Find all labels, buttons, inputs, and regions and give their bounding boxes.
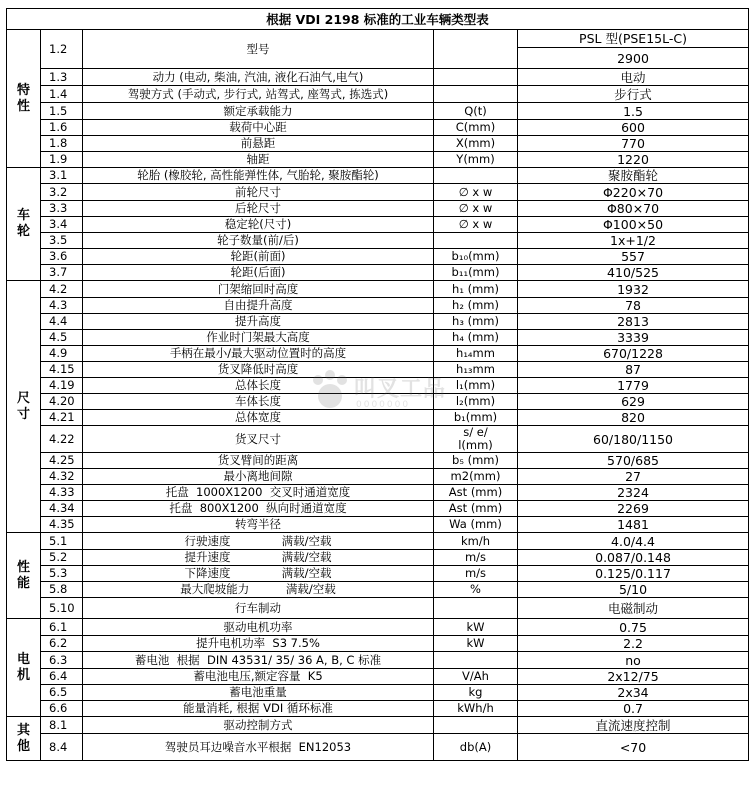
row-desc: 提升电机功率 S3 7.5% (83, 636, 434, 652)
row-unit: h₁₄mm (434, 346, 518, 362)
row-desc: 总体长度 (83, 378, 434, 394)
category-other (7, 717, 41, 761)
category-label: 电机 (16, 651, 30, 683)
row-unit: h₁ (mm) (434, 281, 518, 298)
row-desc: 最大爬坡能力 满载/空载 (83, 582, 434, 598)
spec-row (7, 86, 749, 103)
row-desc: 稳定轮(尺寸) (83, 217, 434, 233)
spec-row (7, 685, 749, 701)
row-unit: Y(mm) (434, 152, 518, 168)
row-desc: 驾驶员耳边噪音水平根据 EN12053 (83, 734, 434, 761)
row-unit: b₅ (mm) (434, 453, 518, 469)
row-number: 4.15 (41, 362, 83, 378)
spec-row (7, 501, 749, 517)
row-unit: km/h (434, 533, 518, 550)
row-number: 1.8 (41, 136, 83, 152)
row-value: 27 (518, 469, 749, 485)
row-number: 1.2 (41, 30, 83, 69)
row-value: 2x34 (518, 685, 749, 701)
row-value: 0.125/0.117 (518, 566, 749, 582)
row-unit: ∅ x w (434, 201, 518, 217)
row-value: 直流速度控制 (518, 717, 749, 734)
spec-row (7, 410, 749, 426)
row-desc: 额定承载能力 (83, 103, 434, 120)
spec-row (7, 217, 749, 233)
row-unit: ∅ x w (434, 184, 518, 201)
row-desc: 驾驶方式 (手动式, 步行式, 站驾式, 座驾式, 拣选式) (83, 86, 434, 103)
row-unit: b₁₁(mm) (434, 265, 518, 281)
table-title: 根据 VDI 2198 标准的工业车辆类型表 (7, 9, 749, 30)
row-unit (434, 717, 518, 734)
row-value: 2x12/75 (518, 669, 749, 685)
row-desc: 能量消耗, 根据 VDI 循环标准 (83, 701, 434, 717)
spec-row (7, 120, 749, 136)
spec-row (7, 249, 749, 265)
row-number: 6.3 (41, 652, 83, 669)
row-number: 6.6 (41, 701, 83, 717)
row-unit: kW (434, 619, 518, 636)
row-number: 3.7 (41, 265, 83, 281)
spec-row (7, 533, 749, 550)
row-value: 570/685 (518, 453, 749, 469)
row-desc: 货叉降低时高度 (83, 362, 434, 378)
category-wheels (7, 168, 41, 281)
row-number: 4.34 (41, 501, 83, 517)
spec-row (7, 426, 749, 453)
category-performance (7, 533, 41, 619)
row-unit: m/s (434, 550, 518, 566)
spec-row (7, 394, 749, 410)
spec-row (7, 717, 749, 734)
category-label: 车轮 (16, 208, 30, 239)
row-value: 2324 (518, 485, 749, 501)
row-unit: db(A) (434, 734, 518, 761)
row-value: 电磁制动 (518, 598, 749, 619)
category-label: 尺寸 (16, 390, 30, 422)
row-desc: 后轮尺寸 (83, 201, 434, 217)
row-number: 3.1 (41, 168, 83, 184)
row-value: 3339 (518, 330, 749, 346)
spec-row (7, 469, 749, 485)
watermark-sub: 0000000 (356, 400, 411, 410)
row-number: 4.2 (41, 281, 83, 298)
spec-row (7, 517, 749, 533)
spec-table (6, 8, 749, 761)
row-number: 1.6 (41, 120, 83, 136)
row-number: 1.4 (41, 86, 83, 103)
row-unit: X(mm) (434, 136, 518, 152)
row-value: 820 (518, 410, 749, 426)
row-unit (434, 30, 518, 69)
row-value: 1481 (518, 517, 749, 533)
row-value: 0.087/0.148 (518, 550, 749, 566)
row-value: 2.2 (518, 636, 749, 652)
row-number: 3.6 (41, 249, 83, 265)
row-number: 8.1 (41, 717, 83, 734)
row-number: 3.2 (41, 184, 83, 201)
row-number: 8.4 (41, 734, 83, 761)
row-unit: l₁(mm) (434, 378, 518, 394)
row-unit: C(mm) (434, 120, 518, 136)
row-value: 0.75 (518, 619, 749, 636)
row-desc: 门架缩回时高度 (83, 281, 434, 298)
row-value: 1x+1/2 (518, 233, 749, 249)
spec-row (7, 281, 749, 298)
row-value: 2813 (518, 314, 749, 330)
row-value: 60/180/1150 (518, 426, 749, 453)
spec-row (7, 652, 749, 669)
row-number: 5.1 (41, 533, 83, 550)
row-desc: 自由提升高度 (83, 298, 434, 314)
row-number: 4.35 (41, 517, 83, 533)
row-unit: h₄ (mm) (434, 330, 518, 346)
row-value: 步行式 (518, 86, 749, 103)
spec-row (7, 152, 749, 168)
row-desc: 动力 (电动, 柴油, 汽油, 液化石油气,电气) (83, 69, 434, 86)
category-label: 其他 (16, 722, 30, 754)
row-desc: 轮距(后面) (83, 265, 434, 281)
row-unit: Ast (mm) (434, 501, 518, 517)
row-unit (434, 86, 518, 103)
row-desc: 手柄在最小/最大驱动位置时的高度 (83, 346, 434, 362)
row-value: 557 (518, 249, 749, 265)
row-unit (434, 168, 518, 184)
row-desc: 车体长度 (83, 394, 434, 410)
row-value: Φ100×50 (518, 217, 749, 233)
row-value: 629 (518, 394, 749, 410)
spec-row (7, 619, 749, 636)
watermark-text: 叫叉工品 (354, 377, 447, 402)
row-value: 0.7 (518, 701, 749, 717)
row-number: 4.19 (41, 378, 83, 394)
spec-row (7, 184, 749, 201)
row-number: 6.2 (41, 636, 83, 652)
row-desc: 下降速度 满载/空载 (83, 566, 434, 582)
row-unit: V/Ah (434, 669, 518, 685)
row-unit (434, 233, 518, 249)
row-unit: kg (434, 685, 518, 701)
spec-row (7, 378, 749, 394)
row-number: 4.9 (41, 346, 83, 362)
row-number: 4.5 (41, 330, 83, 346)
row-unit: h₁₃mm (434, 362, 518, 378)
row-number: 5.10 (41, 598, 83, 619)
row-desc: 提升高度 (83, 314, 434, 330)
row-desc: 型号 (83, 30, 434, 69)
row-number: 4.22 (41, 426, 83, 453)
row-value: 670/1228 (518, 346, 749, 362)
row-value: 87 (518, 362, 749, 378)
spec-row (7, 168, 749, 184)
row-desc: 轮子数量(前/后) (83, 233, 434, 249)
row-number: 6.4 (41, 669, 83, 685)
row-desc: 行驶速度 满载/空载 (83, 533, 434, 550)
row-value: 5/10 (518, 582, 749, 598)
spec-row (7, 265, 749, 281)
row-value: 1932 (518, 281, 749, 298)
row-number: 1.5 (41, 103, 83, 120)
row-unit: kW (434, 636, 518, 652)
row-unit: l₂(mm) (434, 394, 518, 410)
row-desc: 提升速度 满载/空载 (83, 550, 434, 566)
spec-row (7, 701, 749, 717)
row-desc: 驱动控制方式 (83, 717, 434, 734)
row-unit (434, 69, 518, 86)
row-desc: 蓄电池 根据 DIN 43531/ 35/ 36 A, B, C 标准 (83, 652, 434, 669)
row-unit: h₃ (mm) (434, 314, 518, 330)
row-unit: b₁(mm) (434, 410, 518, 426)
row-number: 4.4 (41, 314, 83, 330)
spec-row (7, 346, 749, 362)
row-value: Φ220×70 (518, 184, 749, 201)
spec-row (7, 566, 749, 582)
row-value: 1.5 (518, 103, 749, 120)
row-unit: Ast (mm) (434, 485, 518, 501)
row-number: 6.5 (41, 685, 83, 701)
row-value: 聚胺酯轮 (518, 168, 749, 184)
spec-row (7, 734, 749, 761)
row-value: <70 (518, 734, 749, 761)
row-desc: 蓄电池电压,额定容量 K5 (83, 669, 434, 685)
row-unit: m2(mm) (434, 469, 518, 485)
spec-row (7, 69, 749, 86)
category-dimensions (7, 281, 41, 533)
row-desc: 载荷中心距 (83, 120, 434, 136)
row-desc: 总体宽度 (83, 410, 434, 426)
spec-row (7, 550, 749, 566)
spec-row (7, 453, 749, 469)
row-desc: 行车制动 (83, 598, 434, 619)
row-value: 78 (518, 298, 749, 314)
spec-row (7, 103, 749, 120)
model-name: PSL 型(PSE15L-C) (518, 30, 749, 48)
row-desc: 蓄电池重量 (83, 685, 434, 701)
row-desc: 驱动电机功率 (83, 619, 434, 636)
row-value: 电动 (518, 69, 749, 86)
row-desc: 托盘 1000X1200 交叉时通道宽度 (83, 485, 434, 501)
row-desc: 轮胎 (橡胶轮, 高性能弹性体, 气胎轮, 聚胺酯轮) (83, 168, 434, 184)
row-value: no (518, 652, 749, 669)
row-unit: h₂ (mm) (434, 298, 518, 314)
row-value: Φ80×70 (518, 201, 749, 217)
row-value: 2269 (518, 501, 749, 517)
spec-row (7, 669, 749, 685)
category-label: 特性 (16, 82, 30, 114)
row-number: 4.3 (41, 298, 83, 314)
row-number: 6.1 (41, 619, 83, 636)
row-number: 4.32 (41, 469, 83, 485)
row-unit (434, 598, 518, 619)
row-desc: 轴距 (83, 152, 434, 168)
spec-row (7, 598, 749, 619)
row-desc: 货叉臂间的距离 (83, 453, 434, 469)
spec-row (7, 362, 749, 378)
row-value: 410/525 (518, 265, 749, 281)
row-value: 1220 (518, 152, 749, 168)
row-number: 4.33 (41, 485, 83, 501)
spec-sheet (6, 8, 748, 761)
row-value: 600 (518, 120, 749, 136)
row-value: 1779 (518, 378, 749, 394)
row-number: 1.3 (41, 69, 83, 86)
row-desc: 作业时门架最大高度 (83, 330, 434, 346)
spec-row (7, 298, 749, 314)
row-number: 3.5 (41, 233, 83, 249)
row-number: 4.20 (41, 394, 83, 410)
row-number: 3.3 (41, 201, 83, 217)
spec-row (7, 233, 749, 249)
row-number: 5.8 (41, 582, 83, 598)
row-unit: ∅ x w (434, 217, 518, 233)
row-number: 1.9 (41, 152, 83, 168)
row-number: 4.25 (41, 453, 83, 469)
row-unit: b₁₀(mm) (434, 249, 518, 265)
category-characteristics (7, 30, 41, 168)
row-number: 5.3 (41, 566, 83, 582)
row-number: 5.2 (41, 550, 83, 566)
spec-row (7, 636, 749, 652)
row-value: 4.0/4.4 (518, 533, 749, 550)
row-desc: 货叉尺寸 (83, 426, 434, 453)
row-unit: % (434, 582, 518, 598)
row-unit: s/ e/ l(mm) (434, 426, 518, 453)
row-unit: m/s (434, 566, 518, 582)
row-desc: 轮距(前面) (83, 249, 434, 265)
category-electric (7, 619, 41, 717)
spec-row (7, 582, 749, 598)
row-desc: 前悬距 (83, 136, 434, 152)
category-label: 性能 (16, 559, 30, 591)
spec-row (7, 314, 749, 330)
row-unit: Wa (mm) (434, 517, 518, 533)
row-unit (434, 652, 518, 669)
row-number: 3.4 (41, 217, 83, 233)
row-desc: 最小离地间隙 (83, 469, 434, 485)
spec-row (7, 201, 749, 217)
row-unit: Q(t) (434, 103, 518, 120)
row-desc: 托盘 800X1200 纵向时通道宽度 (83, 501, 434, 517)
row-desc: 前轮尺寸 (83, 184, 434, 201)
spec-row (7, 485, 749, 501)
spec-row (7, 330, 749, 346)
row-desc: 转弯半径 (83, 517, 434, 533)
spec-row (7, 136, 749, 152)
row-value: 770 (518, 136, 749, 152)
row-unit: kWh/h (434, 701, 518, 717)
model-value: 2900 (518, 48, 749, 69)
row-number: 4.21 (41, 410, 83, 426)
